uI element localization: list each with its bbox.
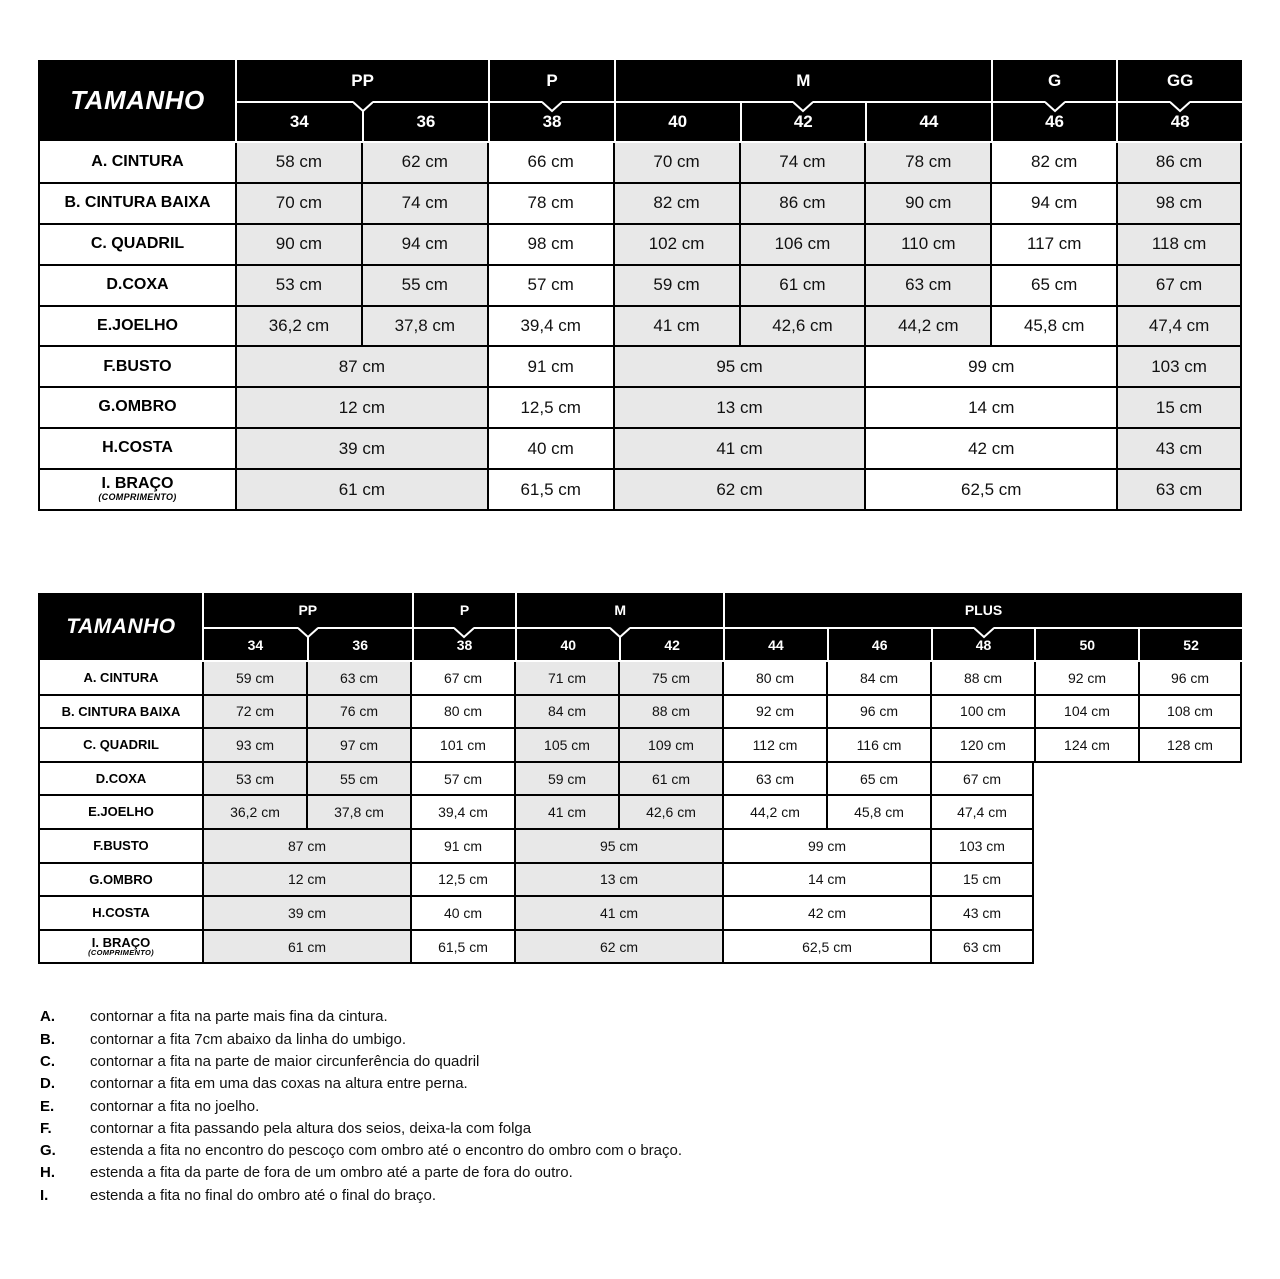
footnote-letter: F. — [40, 1119, 52, 1137]
footnote-letter: A. — [40, 1008, 55, 1026]
footnote-letter: G. — [40, 1142, 56, 1160]
measure-cell: 41 cm — [514, 796, 618, 830]
row-label-text: D.COXA — [95, 770, 147, 786]
footnote-text: contornar a fita em uma das coxas na altura entre perna. — [90, 1075, 468, 1093]
measure-cell: 47,4 cm — [930, 796, 1034, 830]
measure-cell: 62,5 cm — [722, 931, 930, 965]
measure-cell: 63 cm — [306, 662, 410, 696]
measure-cell: 67 cm — [930, 763, 1034, 797]
measure-cell: 14 cm — [722, 864, 930, 898]
size-group-pp — [237, 60, 488, 141]
measure-cell: 91 cm — [410, 830, 514, 864]
footnote-letter: B. — [40, 1030, 55, 1048]
measure-cell: 37,8 cm — [306, 796, 410, 830]
table-header — [40, 60, 1242, 143]
measure-cell: 44,2 cm — [864, 307, 990, 348]
measure-cell: 67 cm — [410, 662, 514, 696]
measure-cell: 62 cm — [361, 143, 487, 184]
row-label — [40, 225, 235, 266]
footnote-text: estenda a fita da parte de fora de um ombro até a parte de fora do outro. — [90, 1164, 573, 1182]
measure-cell: 80 cm — [410, 696, 514, 730]
measure-cell: 43 cm — [1116, 429, 1242, 470]
size-group-p — [488, 60, 614, 141]
group-notch-icon — [974, 627, 994, 639]
footnote-row — [40, 1053, 1280, 1075]
measure-cell: 99 cm — [722, 830, 930, 864]
size-group-label: M — [614, 602, 627, 619]
table-row — [40, 763, 1242, 797]
footnote-row — [40, 1120, 1280, 1142]
measure-cell: 40 cm — [487, 429, 613, 470]
measure-cell: 95 cm — [613, 347, 865, 388]
table-row — [40, 470, 1242, 511]
measure-cell: 99 cm — [864, 347, 1116, 388]
measure-cell: 53 cm — [235, 266, 361, 307]
measure-cell: 90 cm — [864, 184, 990, 225]
footnote-text: contornar a fita passando pela altura dos seios, deixa-la com folga — [90, 1119, 532, 1137]
measure-cell: 108 cm — [1138, 696, 1242, 730]
size-group-label: P — [459, 602, 470, 619]
measure-cell: 63 cm — [864, 266, 990, 307]
row-label — [40, 830, 202, 864]
measure-cell: 59 cm — [514, 763, 618, 797]
measure-cell: 66 cm — [487, 143, 613, 184]
table-row — [40, 864, 1242, 898]
measure-cell: 105 cm — [514, 729, 618, 763]
size-number: 36 — [307, 629, 412, 660]
row-label-text: B. CINTURA BAIXA — [61, 703, 181, 719]
footnote-letter: D. — [40, 1075, 55, 1093]
row-label-text: F.BUSTO — [103, 357, 172, 375]
footnote-text: contornar a fita 7cm abaixo da linha do umbigo. — [90, 1030, 407, 1048]
row-sublabel: (COMPRIMENTO) — [88, 948, 154, 958]
measure-cell: 103 cm — [930, 830, 1034, 864]
table-row — [40, 266, 1242, 307]
table-title: TAMANHO — [40, 60, 237, 141]
size-group-label: PLUS — [964, 602, 1003, 619]
measure-cell: 36,2 cm — [202, 796, 306, 830]
measure-cell: 42,6 cm — [739, 307, 865, 348]
measure-cell: 74 cm — [739, 143, 865, 184]
measure-cell: 40 cm — [410, 897, 514, 931]
table-title: TAMANHO — [40, 593, 204, 660]
footnote-row — [40, 1164, 1280, 1186]
measure-cell: 80 cm — [722, 662, 826, 696]
size-table-plus — [38, 593, 1242, 964]
row-label — [40, 931, 202, 965]
measure-cell: 62,5 cm — [864, 470, 1116, 511]
measure-cell: 53 cm — [202, 763, 306, 797]
table-row — [40, 347, 1242, 388]
measure-cell: 41 cm — [514, 897, 722, 931]
group-notch-icon — [1170, 101, 1190, 113]
table-header — [40, 593, 1242, 662]
size-number: 48 — [1170, 112, 1190, 131]
row-label — [40, 662, 202, 696]
measure-cell: 116 cm — [826, 729, 930, 763]
size-groups — [237, 60, 1242, 141]
footnote-row — [40, 1075, 1280, 1097]
measure-cell: 42 cm — [864, 429, 1116, 470]
size-number: 34 — [289, 112, 309, 131]
measure-cell: 45,8 cm — [826, 796, 930, 830]
measure-cell: 62 cm — [613, 470, 865, 511]
measure-cell: 106 cm — [739, 225, 865, 266]
measure-cell: 63 cm — [1116, 470, 1242, 511]
measure-cell: 61 cm — [202, 931, 410, 965]
measure-cell: 42 cm — [722, 897, 930, 931]
measure-cell: 72 cm — [202, 696, 306, 730]
measure-cell: 124 cm — [1034, 729, 1138, 763]
measure-cell: 62 cm — [514, 931, 722, 965]
measure-cell: 97 cm — [306, 729, 410, 763]
row-label-text: I. BRAÇO — [91, 934, 151, 950]
size-number: 40 — [560, 636, 577, 653]
footnote-text: estenda a fita no encontro do pescoço com ombro até o encontro do ombro com o braço. — [90, 1142, 683, 1160]
measure-cell: 36,2 cm — [235, 307, 361, 348]
measure-cell: 13 cm — [514, 864, 722, 898]
size-table-standard — [38, 60, 1242, 511]
measure-cell: 96 cm — [1138, 662, 1242, 696]
size-number: 36 — [362, 103, 489, 141]
measure-cell: 61,5 cm — [410, 931, 514, 965]
measure-cell: 76 cm — [306, 696, 410, 730]
group-notch-icon — [1045, 101, 1065, 113]
measure-cell: 84 cm — [826, 662, 930, 696]
group-notch-icon — [353, 101, 373, 113]
footnote-row — [40, 1187, 1280, 1209]
row-label-text: H.COSTA — [102, 439, 173, 457]
row-label — [40, 763, 202, 797]
measure-cell: 74 cm — [361, 184, 487, 225]
size-number: 52 — [1138, 629, 1242, 660]
measure-cell: 82 cm — [990, 143, 1116, 184]
measure-cell: 103 cm — [1116, 347, 1242, 388]
table-row — [40, 429, 1242, 470]
size-number: 44 — [865, 103, 991, 141]
group-notch-icon — [454, 627, 474, 639]
measure-cell: 41 cm — [613, 429, 865, 470]
size-number: 42 — [740, 103, 866, 141]
table-row — [40, 729, 1242, 763]
measure-cell: 87 cm — [202, 830, 410, 864]
measure-cell: 13 cm — [613, 388, 865, 429]
measure-cell: 128 cm — [1138, 729, 1242, 763]
size-group-label: GG — [1166, 70, 1194, 90]
size-number: 44 — [768, 636, 784, 653]
table-row — [40, 897, 1242, 931]
measure-cell: 75 cm — [618, 662, 722, 696]
row-label — [40, 470, 235, 511]
measure-cell: 65 cm — [826, 763, 930, 797]
measure-cell: 87 cm — [235, 347, 487, 388]
footnote-row — [40, 1031, 1280, 1053]
measure-cell: 58 cm — [235, 143, 361, 184]
size-group-pp — [204, 593, 412, 660]
measure-cell: 42,6 cm — [618, 796, 722, 830]
size-group-label: M — [796, 70, 811, 90]
measure-cell: 92 cm — [1034, 662, 1138, 696]
measure-cell: 59 cm — [202, 662, 306, 696]
measure-cell: 43 cm — [930, 897, 1034, 931]
measure-cell: 101 cm — [410, 729, 514, 763]
footnote-text: contornar a fita na parte de maior circunferência do quadril — [90, 1052, 480, 1070]
group-notch-icon — [542, 101, 562, 113]
measurement-instructions — [40, 1008, 1280, 1209]
measure-cell: 70 cm — [235, 184, 361, 225]
footnote-letter: H. — [40, 1164, 55, 1182]
footnote-row — [40, 1008, 1280, 1030]
measure-cell: 12 cm — [235, 388, 487, 429]
footnote-letter: C. — [40, 1052, 55, 1070]
table-row — [40, 830, 1242, 864]
size-group-gg — [1116, 60, 1242, 141]
size-group-label: G — [1047, 70, 1062, 90]
measure-cell: 98 cm — [1116, 184, 1242, 225]
row-label — [40, 307, 235, 348]
measure-cell: 86 cm — [1116, 143, 1242, 184]
table-row — [40, 662, 1242, 696]
table-row — [40, 307, 1242, 348]
measure-cell: 78 cm — [864, 143, 990, 184]
measure-cell: 39,4 cm — [487, 307, 613, 348]
measure-cell: 39,4 cm — [410, 796, 514, 830]
row-label — [40, 429, 235, 470]
row-label-text: H.COSTA — [92, 905, 150, 921]
measure-cell: 55 cm — [306, 763, 410, 797]
size-group-g — [991, 60, 1117, 141]
measure-cell: 12 cm — [202, 864, 410, 898]
size-number: 34 — [247, 636, 264, 653]
size-number: 40 — [668, 112, 688, 131]
measure-cell: 67 cm — [1116, 266, 1242, 307]
size-group-label: PP — [298, 602, 318, 619]
size-number: 38 — [542, 112, 562, 131]
row-label — [40, 143, 235, 184]
measure-cell: 39 cm — [202, 897, 410, 931]
measure-cell: 88 cm — [930, 662, 1034, 696]
measure-cell: 57 cm — [487, 266, 613, 307]
measure-cell: 12,5 cm — [487, 388, 613, 429]
measure-cell: 44,2 cm — [722, 796, 826, 830]
measure-cell: 61 cm — [618, 763, 722, 797]
measure-cell: 61,5 cm — [487, 470, 613, 511]
table-row — [40, 143, 1242, 184]
measure-cell: 117 cm — [990, 225, 1116, 266]
footnote-row — [40, 1098, 1280, 1120]
measure-cell: 37,8 cm — [361, 307, 487, 348]
measure-cell: 82 cm — [613, 184, 739, 225]
group-notch-icon — [298, 627, 318, 639]
row-label — [40, 347, 235, 388]
row-label-text: B. CINTURA BAIXA — [64, 193, 211, 211]
measure-cell: 55 cm — [361, 266, 487, 307]
row-sublabel: (COMPRIMENTO) — [98, 492, 177, 503]
size-group-m — [614, 60, 991, 141]
row-label — [40, 864, 202, 898]
row-label-text: E.JOELHO — [88, 804, 154, 820]
measure-cell: 94 cm — [990, 184, 1116, 225]
measure-cell: 63 cm — [930, 931, 1034, 965]
measure-cell: 14 cm — [864, 388, 1116, 429]
measure-cell: 98 cm — [487, 225, 613, 266]
table-row — [40, 388, 1242, 429]
measure-cell: 39 cm — [235, 429, 487, 470]
measure-cell: 71 cm — [514, 662, 618, 696]
measure-cell: 12,5 cm — [410, 864, 514, 898]
measure-cell: 88 cm — [618, 696, 722, 730]
size-table-standard-wrap — [38, 60, 1242, 511]
footnote-letter: E. — [40, 1097, 55, 1115]
row-label — [40, 266, 235, 307]
row-label-text: F.BUSTO — [93, 837, 149, 853]
measure-cell: 65 cm — [990, 266, 1116, 307]
footnote-row — [40, 1142, 1280, 1164]
measure-cell: 91 cm — [487, 347, 613, 388]
table-row — [40, 184, 1242, 225]
size-group-p — [412, 593, 516, 660]
footnote-letter: I. — [40, 1186, 49, 1204]
row-label-text: D.COXA — [106, 275, 169, 293]
row-label — [40, 796, 202, 830]
row-label-text: A. CINTURA — [91, 153, 184, 171]
size-number: 38 — [456, 636, 473, 653]
table-row — [40, 796, 1242, 830]
size-table-plus-wrap — [38, 593, 1242, 964]
footnote-text: estenda a fita no final do ombro até o final do braço. — [90, 1186, 437, 1204]
measure-cell: 61 cm — [739, 266, 865, 307]
measure-cell: 78 cm — [487, 184, 613, 225]
measure-cell: 120 cm — [930, 729, 1034, 763]
row-label-text: E.JOELHO — [97, 316, 178, 334]
measure-cell: 41 cm — [613, 307, 739, 348]
row-label-text: I. BRAÇO — [101, 475, 174, 493]
measure-cell: 94 cm — [361, 225, 487, 266]
measure-cell: 70 cm — [613, 143, 739, 184]
measure-cell: 95 cm — [514, 830, 722, 864]
row-label — [40, 184, 235, 225]
measure-cell: 100 cm — [930, 696, 1034, 730]
measure-cell: 15 cm — [1116, 388, 1242, 429]
row-label — [40, 729, 202, 763]
measure-cell: 84 cm — [514, 696, 618, 730]
measure-cell: 63 cm — [722, 763, 826, 797]
measure-cell: 112 cm — [722, 729, 826, 763]
size-number: 50 — [1034, 629, 1138, 660]
table-row — [40, 225, 1242, 266]
size-groups — [204, 593, 1242, 660]
measure-cell: 104 cm — [1034, 696, 1138, 730]
measure-cell: 15 cm — [930, 864, 1034, 898]
measure-cell: 92 cm — [722, 696, 826, 730]
table-row — [40, 696, 1242, 730]
size-number: 48 — [931, 629, 1035, 660]
size-group-plus — [723, 593, 1242, 660]
row-label-text: C. QUADRIL — [83, 737, 159, 753]
measure-cell: 57 cm — [410, 763, 514, 797]
measure-cell: 93 cm — [202, 729, 306, 763]
measure-cell: 96 cm — [826, 696, 930, 730]
measure-cell: 59 cm — [613, 266, 739, 307]
footnote-text: contornar a fita no joelho. — [90, 1097, 260, 1115]
measure-cell: 109 cm — [618, 729, 722, 763]
row-label — [40, 388, 235, 429]
measure-cell: 90 cm — [235, 225, 361, 266]
row-label — [40, 696, 202, 730]
size-number: 46 — [827, 629, 931, 660]
row-label-text: G.OMBRO — [89, 871, 153, 887]
size-group-label: P — [546, 70, 558, 90]
size-number: 42 — [619, 629, 723, 660]
measure-cell: 118 cm — [1116, 225, 1242, 266]
group-notch-icon — [793, 101, 813, 113]
measure-cell: 47,4 cm — [1116, 307, 1242, 348]
measure-cell: 45,8 cm — [990, 307, 1116, 348]
measure-cell: 61 cm — [235, 470, 487, 511]
size-group-m — [515, 593, 723, 660]
measure-cell: 86 cm — [739, 184, 865, 225]
measure-cell: 102 cm — [613, 225, 739, 266]
table-row — [40, 931, 1242, 965]
size-group-label: PP — [351, 70, 374, 90]
row-label-text: C. QUADRIL — [90, 234, 185, 252]
row-label — [40, 897, 202, 931]
group-notch-icon — [610, 627, 630, 639]
size-number: 46 — [1045, 112, 1065, 131]
row-label-text: A. CINTURA — [83, 669, 159, 685]
measure-cell: 110 cm — [864, 225, 990, 266]
row-label-text: G.OMBRO — [98, 398, 177, 416]
footnote-text: contornar a fita na parte mais fina da cintura. — [90, 1008, 388, 1026]
